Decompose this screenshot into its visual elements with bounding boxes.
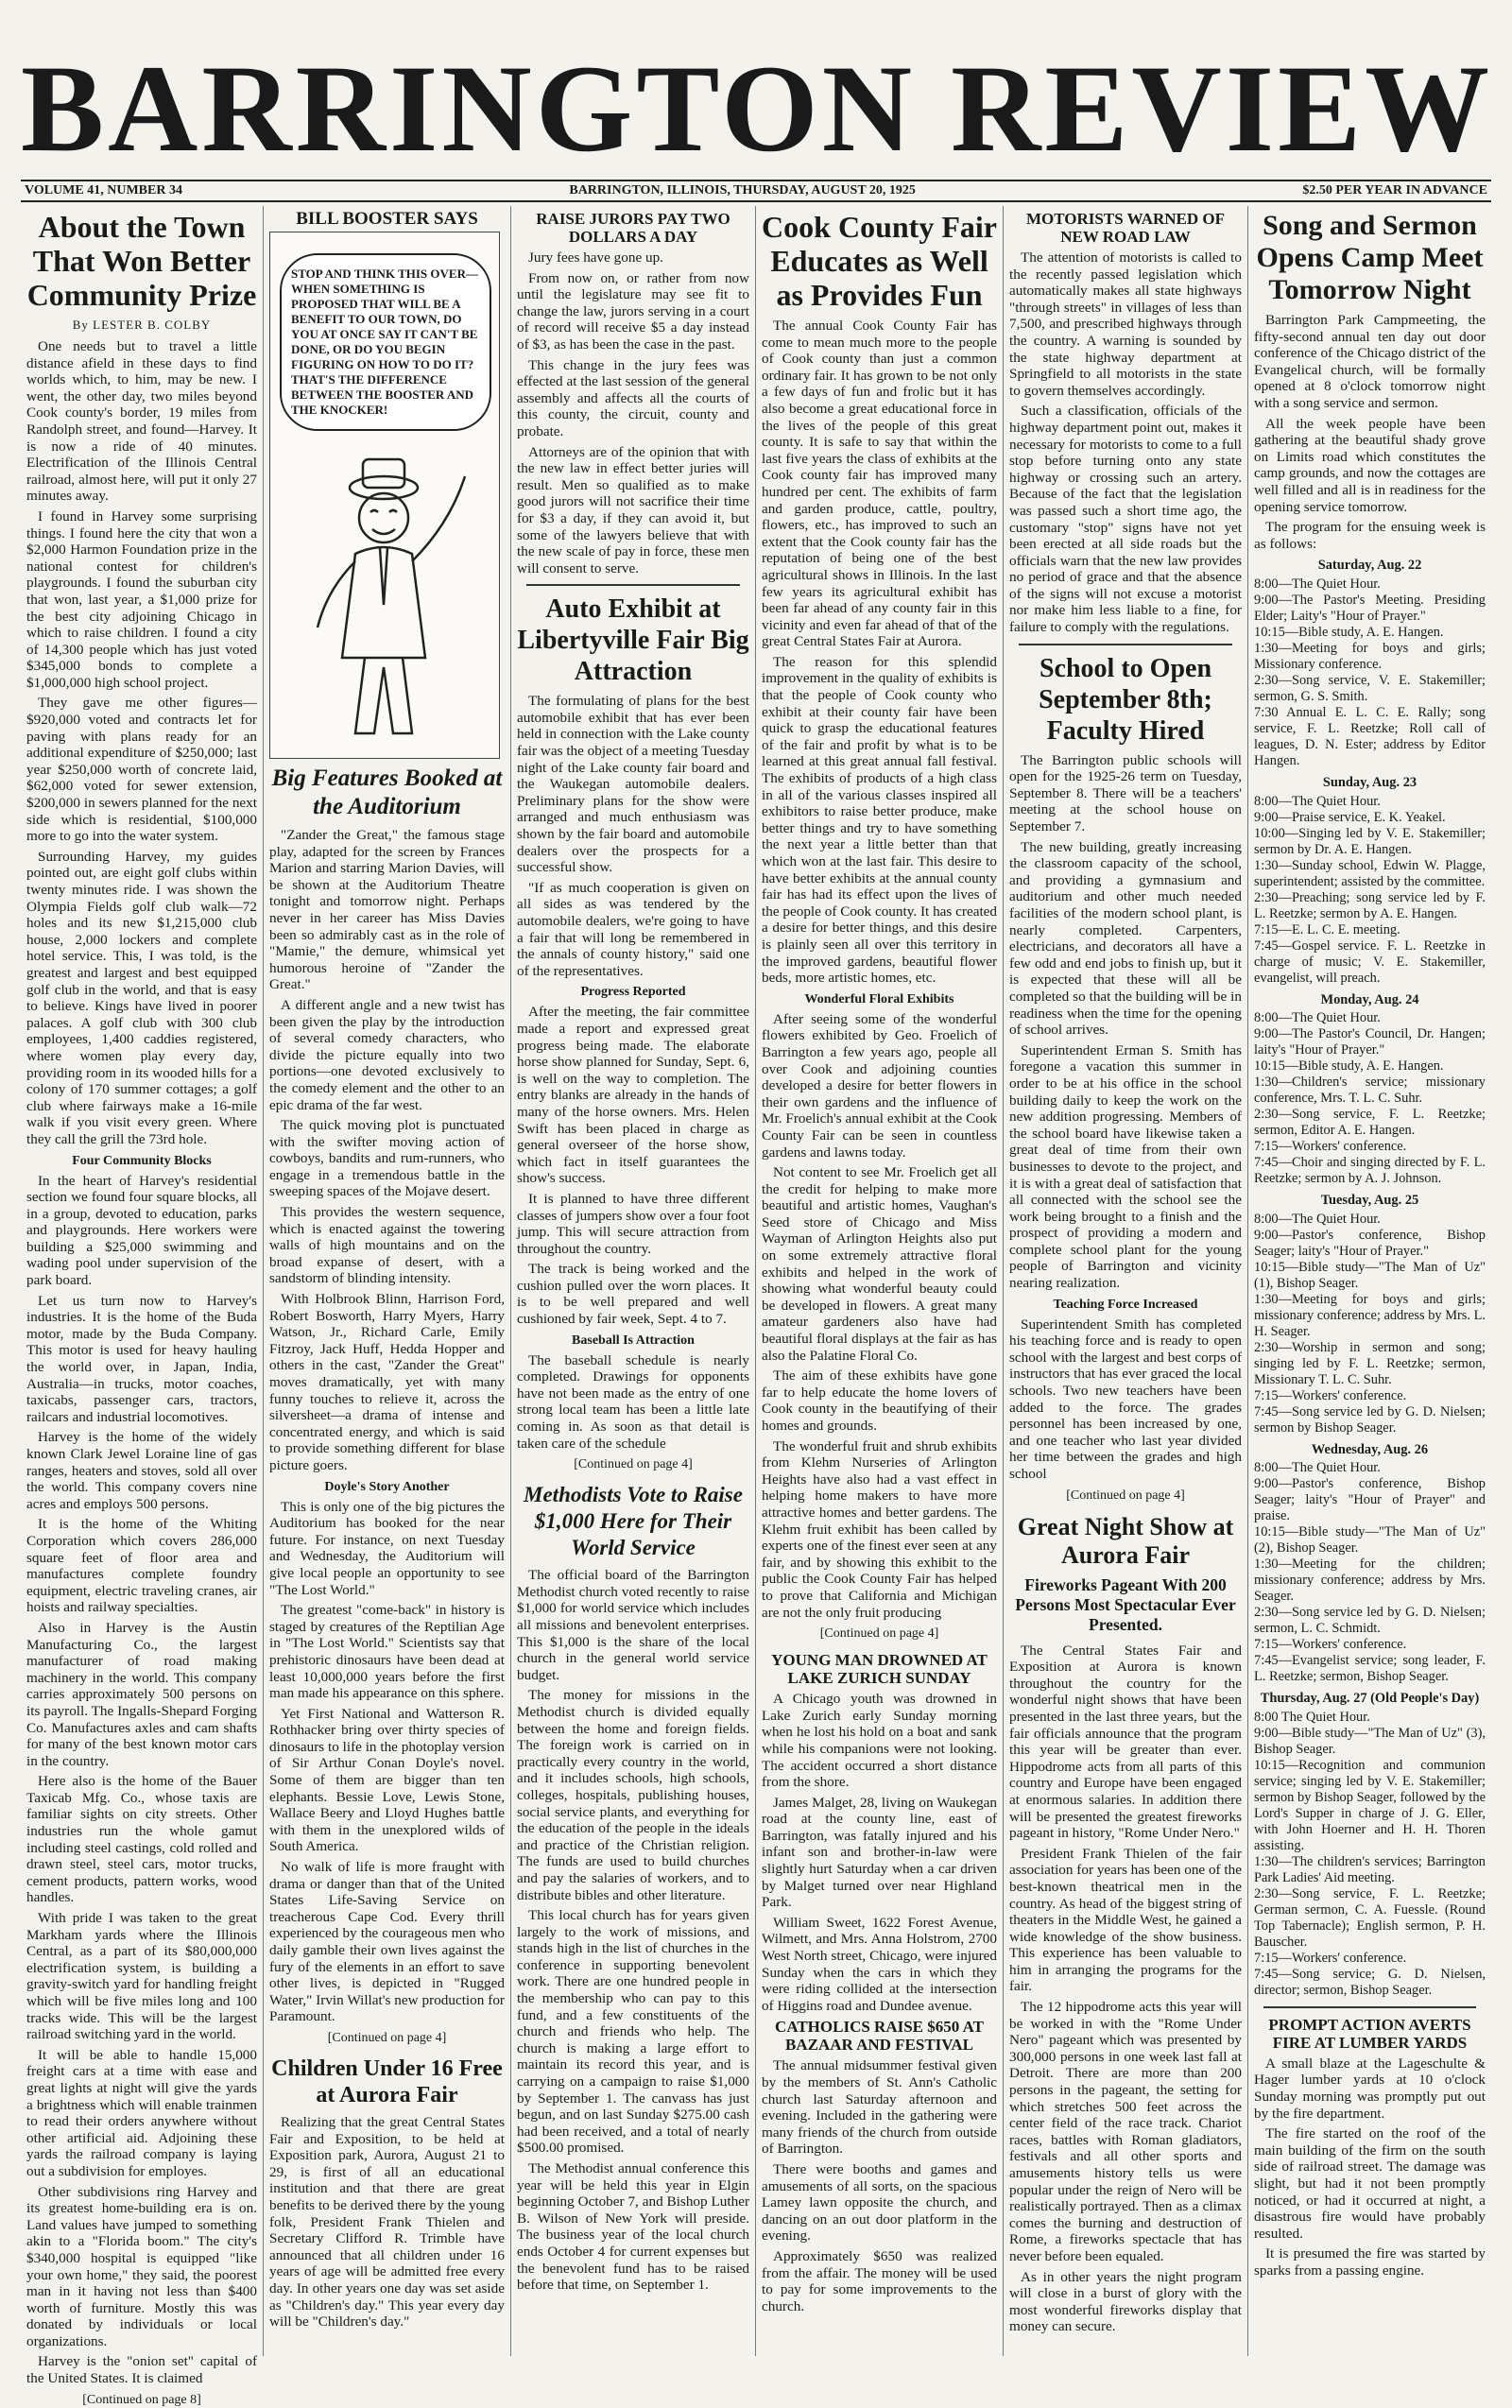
column-5 bbox=[1003, 206, 1247, 2356]
cartoon-title: BILL BOOSTER SAYS bbox=[296, 209, 478, 229]
article-paragraph: In the heart of Harvey's residential section we found four square blocks, all in a group, devoted to education, parks and playgrounds. Here workers were building a $25,000 swimming and wading pool under supervision of the park board. bbox=[26, 1172, 257, 1289]
continued-notice: [Continued on page 4] bbox=[1066, 1488, 1185, 1503]
headline-catholics: CATHOLICS RAISE $650 AT BAZAAR AND FESTIVAL bbox=[775, 2018, 984, 2055]
article-paragraph: Other subdivisions ring Harvey and its greatest home-building era is on. Land values have jumped to something akin to a "Florida boom." The city's $340,000 hospital is equipped "like your own home," they said, the poorest man in it having not less than $400 worth of furniture. Mostly this was donated by individuals or local organizations. bbox=[26, 2183, 257, 2349]
article-paragraph: No walk of life is more fraught with drama or danger than that of the United States Life-Saving Service on treacherous Cape Cod. Every thrill experienced by the courageous men who daily gamble their own lives against the fury of the elements in an effort to save other lives, is depicted in "Rugged Water," Irvin Willat's new production for Paramount. bbox=[269, 1859, 505, 2025]
column-2 bbox=[263, 206, 510, 2356]
schedule-item: 9:00—The Pastor's Council, Dr. Hangen; laity's "Hour of Prayer." bbox=[1254, 1026, 1486, 1058]
schedule-item: 10:15—Bible study—"The Man of Uz" (2), Bishop Seager. bbox=[1254, 1524, 1486, 1557]
article-paragraph: There were booths and games and amusements of all sorts, on the spacious Lamey lawn opposite the church, and dancing on an out door platform in the evening. bbox=[762, 2160, 997, 2245]
article-paragraph: The fire started on the roof of the main building of the firm on the south side of railroad street. The damage was slight, but had it not been promptly noticed, or had it occurred at night, a disastrous fire would have probably resulted. bbox=[1254, 2125, 1486, 2242]
subscription-price: $2.50 PER YEAR IN ADVANCE bbox=[1302, 183, 1487, 198]
schedule-item: 7:15—Workers' conference. bbox=[1254, 1387, 1407, 1403]
schedule-item: 7:15—Workers' conference. bbox=[1254, 1950, 1407, 1966]
schedule-item: 9:00—Bible study—"The Man of Uz" (3), Bishop Seager. bbox=[1254, 1725, 1486, 1757]
article-paragraph: Harvey is the "onion set" capital of the United States. It is claimed bbox=[26, 2353, 257, 2387]
article-paragraph: Yet First National and Watterson R. Rothhacker bring over thirty species of dinosaurs to life in the photoplay version of Sir Arthur Conan Doyle's novel. Some of them are bigger than ten elephants. Bessie Love, Lewis Stone, Wallace Beery and Lloyd Hughes battle with them in the unexplored wilds of South America. bbox=[269, 1705, 505, 1855]
schedule-item: 9:00—The Pastor's Meeting. Presiding Elder; Laity's "Hour of Prayer." bbox=[1254, 592, 1486, 624]
schedule-item: 9:00—Praise service, E. K. Yeakel. bbox=[1254, 809, 1446, 825]
schedule-item: 10:00—Singing led by V. E. Stakemiller; sermon by Dr. A. E. Hangen. bbox=[1254, 825, 1486, 857]
schedule-item: 1:30—The children's services; Barrington Park Ladies' Aid meeting. bbox=[1254, 1853, 1486, 1885]
headline-children-free: Children Under 16 Free at Aurora Fair bbox=[271, 2055, 503, 2107]
column-4 bbox=[755, 206, 1003, 2356]
schedule-day: Sunday, Aug. 23 bbox=[1322, 774, 1418, 790]
schedule-item: 7:30 Annual E. L. C. E. Rally; song service, F. L. Reetzke; Roll call of leagues, D. N. Ester; address by Editor Hangen. bbox=[1254, 704, 1486, 768]
schedule-item: 8:00—The Quiet Hour. bbox=[1254, 1211, 1381, 1227]
subheading: Teaching Force Increased bbox=[1053, 1297, 1198, 1312]
article-paragraph: It will be able to handle 15,000 freight cars at a time with ease and great lights at night will give the yards a brightness which will enable trainmen to read their orders anywhere without other artificial aid. Adjoining these yards the railroad company is laying out a subdivision for employes. bbox=[26, 2046, 257, 2179]
article-paragraph: The new building, greatly increasing the classroom capacity of the school, and providing a gymnasium and auditorium and other much needed facilities of the modern school plant, is nearly completed. Carpenters, electricians, and decorators all have a few odd and end jobs to finish up, but it is expected that these will all be completed so that the building will be in readiness when the time for the opening of school arrives. bbox=[1009, 838, 1242, 1039]
schedule-item: 8:00 The Quiet Hour. bbox=[1254, 1709, 1370, 1725]
schedule-item: 7:45—Gospel service. F. L. Reetzke in charge of music; V. E. Stakemiller, evangelist, will preach. bbox=[1254, 937, 1486, 986]
schedule-item: 7:15—E. L. C. E. meeting. bbox=[1254, 921, 1400, 937]
article-paragraph: Surrounding Harvey, my guides pointed out, are eight golf clubs within twenty minutes ride. I was shown the Olympia Fields golf club walk—72 holes and its new $1,215,000 club house, 2,000 lockers and complete hotel service. This, I was told, is the greatest and largest and best equipped golf club in the world, and that is easy to believe. Kings have lived in poorer palaces. A golf club with 300 club employees, 1,400 caddies registered, where women play every day, providing room in its wooded hills for a colony of 170 summer cottages; a golf club where fairways make a 16-mile walk if you visit every green. Where they call the grill the 73rd hole. bbox=[26, 848, 257, 1147]
column-1 bbox=[21, 206, 263, 2407]
headline-methodists: Methodists Vote to Raise $1,000 Here for Their World Service bbox=[524, 1483, 743, 1560]
article-paragraph: A small blaze at the Lageschulte & Hager lumber yards at 10 o'clock Sunday morning was promptly put out by the fire department. bbox=[1254, 2055, 1486, 2122]
article-paragraph: Jury fees have gone up. bbox=[528, 249, 663, 266]
headline-camp-meet: Song and Sermon Opens Camp Meet Tomorrow Night bbox=[1256, 210, 1484, 305]
article-paragraph: After the meeting, the fair committee made a report and expressed great progress being made. The elaborate horse show planned for Sunday, Sept. 6, is well on the way to completion. The entry blanks are already in the hands of many of the horse owners. Mrs. Helen Swift has been placed in charge as general overseer of the horse show, which fact in itself guarantees the show's success. bbox=[517, 1004, 749, 1187]
article-paragraph: One needs but to travel a little distance afield in these days to find worlds which, to him, may be new. I went, the other day, two miles beyond Cook county's border, 19 miles from Randolph street, and found—Harvey. It is now a ride of 40 minutes. Electrification of the Illinois Central railroad, almost here, will put it only 27 minutes away. bbox=[26, 338, 257, 505]
article-paragraph: Superintendent Smith has completed his teaching force and is ready to open school with the largest and best corps of instructors that has ever graced the local schools. Two new teachers have been added to the force. The grades personnel has been increased by one, and one teacher who last year divided her time between the grades and high school bbox=[1009, 1316, 1242, 1482]
article-paragraph: The annual midsummer festival given by the members of St. Ann's Catholic church last Saturday afternoon and evening. Included in the gathering were many friends of the church from outside of Barrington. bbox=[762, 2057, 997, 2158]
article-paragraph: The formulating of plans for the best automobile exhibit that has ever been held in connection with the Lake county fair was the object of a meeting Tuesday night of the Lake county fair board and the Waukegan automobile dealers. Preliminary plans for the show were arranged and much enthusiasm was shown by the fair board and automobile dealers over the prospects for a successful show. bbox=[517, 693, 749, 876]
schedule-item: 2:30—Song service led by G. D. Nielsen; sermon, L. C. Schmidt. bbox=[1254, 1605, 1486, 1637]
article-paragraph: Superintendent Erman S. Smith has foregone a vacation this summer in order to be at his office in the school building daily to keep the work on the new addition progressing. Members of the school board have likewise taken a great deal of time from their own businesses to devote to the project, and it is with a great deal of satisfaction that all connected with the school see the work being brought to a finish and the prospect of providing a modern and complete school plant for the young people of Barrington and vicinity nearing realization. bbox=[1009, 1041, 1242, 1292]
dateline-bar bbox=[21, 180, 1491, 202]
headline-harvey: About the Town That Won Better Community Prize bbox=[26, 210, 257, 312]
subheading: Doyle's Story Another bbox=[324, 1479, 450, 1494]
schedule-item: 1:30—Meeting for boys and girls; missionary conference; address by Mrs. L. H. Seager. bbox=[1254, 1291, 1486, 1339]
article-paragraph: I found in Harvey some surprising things. I found here the city that won a $2,000 Harmon Foundation prize in the national contest for children's playgrounds. I found the suburban city that won, last year, a $1,000 prize for the best city adjoining Chicago in which to raise children. I found a city of 14,300 people which has just voted $345,000 bonds to complete a $1,000,000 high school project. bbox=[26, 507, 257, 691]
schedule-item: 2:30—Song service, V. E. Stakemiller; sermon, G. S. Smith. bbox=[1254, 672, 1486, 704]
continued-notice: [Continued on page 8] bbox=[82, 2392, 201, 2407]
article-paragraph: With Holbrook Blinn, Harrison Ford, Robert Bosworth, Harry Myers, Harry Watson, Jr., Richard Carle, Emily Fitzroy, Jack Huff, Hedda Hopper and others in the cast, "Zander the Great" moves dramatically, yet with many funny touches to relieve it, across the silversheet—a drama of intense and concentrated energy, and which is said to provide something different for blase picture goers. bbox=[269, 1291, 505, 1473]
schedule-item: 2:30—Song service, F. L. Reetzke; German sermon, C. A. Fuessle. (Round Top Tabernacle); English sermon, P. H. Bauscher. bbox=[1254, 1885, 1486, 1950]
article-paragraph: Also in Harvey is the Austin Manufacturing Co., the largest manufacturer of road making machinery in the world. This company carries approximately 500 persons on its payroll. The Ingalls-Shepard Forging Co. Manufactures axles and cam shafts for many of the best known motor cars in the country. bbox=[26, 1619, 257, 1769]
schedule-item: 2:30—Song service, F. L. Reetzke; sermon, Editor A. E. Hangen. bbox=[1254, 1107, 1486, 1139]
article-paragraph: Not content to see Mr. Froelich get all the credit for helping to make more beautiful and artistic homes, Vaughan's Seed store of Chicago and Miss Wayman of Arlington Heights also put on some extremely attractive floral exhibits and helped in the work of showing what wonderful beauty could be developed in flowers. A great many amateur gardeners also have had beautiful floral displays at the fair as has also the Palatine Floral Co. bbox=[762, 1164, 997, 1364]
article-paragraph: All the week people have been gathering at the beautiful shady grove on Limits road which constitutes the camp grounds, and now the cottages are well filled and all is in readiness for the opening service tomorrow. bbox=[1254, 415, 1486, 515]
schedule-item: 2:30—Worship in sermon and song; singing led by F. L. Reetzke; sermon, Missionary T. L. C. Suhr. bbox=[1254, 1339, 1486, 1387]
article-paragraph: With pride I was taken to the great Markham yards where the Illinois Central, as a part of its $80,000,000 electrification system, is building a gravity-switch yard for handling freight which will be five miles long and 100 tracks wide. This will be the largest railroad switching yard in the world. bbox=[26, 1910, 257, 2043]
article-paragraph: Harvey is the home of the widely known Clark Jewel Loraine line of gas ranges, heaters and stoves, sold all over the world. This company covers nine acres and employs 500 persons. bbox=[26, 1429, 257, 1512]
dateline: BARRINGTON, ILLINOIS, THURSDAY, AUGUST 20, 1925 bbox=[569, 183, 916, 198]
cartoon-speech-bubble: STOP AND THINK THIS OVER—WHEN SOMETHING IS PROPOSED THAT WILL BE A BENEFIT TO OUR TOWN, DO YOU AT ONCE SAY IT CAN'T BE DONE, OR DO YOU BEGIN FIGURING ON HOW TO DO IT? THAT'S THE DIFFERENCE BETWEEN THE BOOSTER AND THE KNOCKER! bbox=[280, 253, 491, 431]
schedule-item: 10:15—Bible study, A. E. Hangen. bbox=[1254, 1058, 1444, 1075]
booster-figure-icon bbox=[289, 450, 478, 752]
article-paragraph: It is the home of the Whiting Corporation which covers 286,000 square feet of floor area and manufactures complete foundry equipment, electric traveling cranes, air hoists and railway specialties. bbox=[26, 1516, 257, 1616]
subheading: Four Community Blocks bbox=[72, 1153, 212, 1168]
schedule-day: Thursday, Aug. 27 (Old People's Day) bbox=[1260, 1691, 1480, 1707]
article-paragraph: Let us turn now to Harvey's industries. It is the home of the Buda motor, made by the Buda Company. This motor is used for heavy hauling the world over, in Japan, India, Australia—in trucks, motor coaches, taxicabs, passenger cars, tractors, railcars and industrial locomotives. bbox=[26, 1292, 257, 1425]
article-paragraph: The baseball schedule is nearly completed. Drawings for opponents have not been made as the entry of one strong local team has been a little late coming in. As soon as that detail is taken care of the schedule bbox=[517, 1351, 749, 1452]
schedule-day: Monday, Aug. 24 bbox=[1320, 991, 1419, 1007]
article-paragraph: This change in the jury fees was effected at the last session of the general assembly and affects all the courts of this county, the circuit, county and probate. bbox=[517, 356, 749, 439]
column-3 bbox=[510, 206, 755, 2356]
divider bbox=[1263, 2006, 1476, 2008]
article-paragraph: The track is being worked and the cushion pulled over the worn places. It is to be well prepared and well cushioned by fair week, Sept. 4 to 7. bbox=[517, 1261, 749, 1328]
subheading: Baseball Is Attraction bbox=[572, 1333, 695, 1348]
headline-drowned: YOUNG MAN DROWNED AT LAKE ZURICH SUNDAY bbox=[771, 1651, 988, 1688]
article-paragraph: William Sweet, 1622 Forest Avenue, Wilmett, and Mrs. Anna Holstrom, 2700 West North street, Chicago, were injured Sunday when the cars in which they were riding collided at the intersection of Higgins road and Dundee avenue. bbox=[762, 1914, 997, 2014]
schedule-item: 8:00—The Quiet Hour. bbox=[1254, 1010, 1381, 1026]
article-paragraph: They gave me other figures—$920,000 voted and contracts let for paving with plans ready for an additional expenditure of $250,000; last year $250,000 worth of concrete laid, $62,000 voted for sewer extension, $200,000 in sewers planned for the next side which is residential, $100,000 more to go into the water system. bbox=[26, 695, 257, 845]
schedule-item: 7:45—Song service led by G. D. Nielsen; sermon by Bishop Seager. bbox=[1254, 1403, 1486, 1436]
article-paragraph: The Methodist annual conference this year will be held this year in Elgin beginning October 7, and Bishop Luther B. Wilson of New York will preside. The business year of the local church ends October 4 for current expenses but the benevolent fund has to be raised before that time, on September 1. bbox=[517, 2160, 749, 2294]
schedule-item: 7:45—Choir and singing directed by F. L. Reetzke; sermon by A. J. Johnson. bbox=[1254, 1155, 1486, 1187]
continued-notice: [Continued on page 4] bbox=[327, 2030, 447, 2045]
article-paragraph: The Central States Fair and Exposition at Aurora is known throughout the country for the wonderful night shows that have been presented in the last three years, but the fair officials announce that the program this year will be greater than ever. Hippodrome acts from all parts of this country and Europe have been engaged at enormous salaries. In addition there will be presented the greatest fireworks pageant in history, "Rome Under Nero." bbox=[1009, 1642, 1242, 1842]
schedule-day: Saturday, Aug. 22 bbox=[1317, 558, 1422, 574]
headline-auditorium: Big Features Booked at the Auditorium bbox=[271, 765, 503, 819]
schedule-item: 7:15—Workers' conference. bbox=[1254, 1637, 1407, 1653]
newspaper-page bbox=[21, 0, 1494, 2407]
article-paragraph: This provides the western sequence, which is enacted against the towering walls of high mountains and on the broad expanse of desert, with a sandstorm of blinding intensity. bbox=[269, 1204, 505, 1287]
column-6 bbox=[1247, 206, 1491, 2356]
schedule-day: Tuesday, Aug. 25 bbox=[1320, 1193, 1419, 1209]
headline-school-open: School to Open September 8th; Faculty Hired bbox=[1039, 653, 1212, 746]
article-paragraph: This local church has for years given largely to the work of missions, and stands high in the list of churches in the conference in supporting benevolent work. There are one hundred people in the membership who can pay to this fund, and a few constituents of the church and friends who help. The church is making a large effort to maintain its record this year, and is carrying on a campaign to raise $1,000 by September 1. The canvass has just begun, and on last Sunday $275.00 cash had been received, and a total of nearly $500.00 promised. bbox=[517, 1907, 749, 2157]
article-paragraph: Realizing that the great Central States Fair and Exposition, to be held at Exposition park, Aurora, August 21 to 29, is first of all an educational institution and that there are great benefits to be derived there by the young folk, President Frank Thielen and Secretary Clifford R. Trimble have announced that all children under 16 years of age will be admitted free every day. In other years one day was set aside as "Children's day." This year every day will be "Children's day." bbox=[269, 2113, 505, 2331]
columns bbox=[21, 206, 1491, 2407]
headline-jurors-pay: RAISE JURORS PAY TWO DOLLARS A DAY bbox=[536, 210, 730, 246]
article-paragraph: As in other years the night program will close in a burst of glory with the most wonderful fireworks display that money can secure. bbox=[1009, 2268, 1242, 2335]
schedule-item: 1:30—Meeting for boys and girls; Missionary conference. bbox=[1254, 640, 1486, 672]
article-paragraph: The annual Cook County Fair has come to mean much more to the people of Cook county than just a common ordinary fair. It has grown to be not only a few days of fun and frolic but it has also become a great educational force in the lives of the people of this great county. It is safe to say that within the last five years the class of exhibits at the Cook county fair has improved many hundred per cent. The exhibits of farm and garden produce, cattle, poultry, flowers, etc., has improved to such an extent that the Cook county fair has the reputation of being one of the best agricultural shows in Illinois. In the last few years its agricultural exhibit has been far ahead of any county fair in this vicinity and even far ahead of that of the great Central States Fair at Aurora. bbox=[762, 318, 997, 650]
schedule-item: 9:00—Pastor's conference, Bishop Seager; laity's "Hour of Prayer." bbox=[1254, 1227, 1486, 1259]
article-paragraph: It is presumed the fire was started by sparks from a passing engine. bbox=[1254, 2245, 1486, 2279]
article-paragraph: A different angle and a new twist has been given the play by the introduction of several comedy characters, who divide the picture equally into two portions—one devoted exclusively to the comedy element and the other to an epic drama of the far west. bbox=[269, 996, 505, 1113]
divider bbox=[1019, 644, 1232, 645]
schedule-item: 1:30—Meeting for the children; missionary conference; address by Mrs. Seager. bbox=[1254, 1557, 1486, 1605]
headline-auto-exhibit: Auto Exhibit at Libertyville Fair Big Attraction bbox=[517, 594, 749, 687]
article-paragraph: James Malget, 28, living on Waukegan road at the county line, east of Barrington, was fatally injured and his infant son and brother-in-law were slightly hurt Saturday when a car driven by Malget turned over near Highland Park. bbox=[762, 1794, 997, 1911]
article-paragraph: "Zander the Great," the famous stage play, adapted for the screen by Frances Marion and starring Marion Davies, will be shown at the Auditorium Theatre tonight and tomorrow night. Perhaps never in her career has Miss Davies been so admirably cast as in the role of "Mamie," the demure, whimsical yet humorous heroine of "Zander the Great." bbox=[269, 827, 505, 993]
schedule-item: 9:00—Pastor's conference, Bishop Seager; laity's "Hour of Prayer" and praise. bbox=[1254, 1476, 1486, 1524]
headline-road-law: MOTORISTS WARNED OF NEW ROAD LAW bbox=[1025, 210, 1226, 246]
schedule-day: Wednesday, Aug. 26 bbox=[1311, 1441, 1429, 1457]
article-paragraph: The greatest "come-back" in history is staged by creatures of the Reptilian Age in "The Lost World." Scientists say that prehistoric dinosaurs have been dead at least 10,000,000 years before the first man made his appearance on this sphere. bbox=[269, 1602, 505, 1702]
article-paragraph: The program for the ensuing week is as follows: bbox=[1254, 519, 1486, 552]
continued-notice: [Continued on page 4] bbox=[574, 1457, 693, 1472]
masthead-title: BARRINGTON REVIEW bbox=[21, 39, 1494, 178]
continued-notice: [Continued on page 4] bbox=[819, 1626, 939, 1642]
article-paragraph: The aim of these exhibits have gone far to help educate the home lovers of Cook county in the beautifying of their homes and grounds. bbox=[762, 1367, 997, 1434]
schedule-item: 8:00—The Quiet Hour. bbox=[1254, 793, 1381, 809]
article-paragraph: The attention of motorists is called to the recently passed legislation which automatically makes all state highways "through streets" in villages of less than 7,500, and prescribed highways through the country. A warning is sounded by the state highway department at Springfield to all motorists in the state to govern themselves accordingly. bbox=[1009, 249, 1242, 399]
article-paragraph: "If as much cooperation is given on all sides as was tendered by the automobile dealers, we're going to have a fair that will long be remembered in the annals of county history," said one of the representatives. bbox=[517, 879, 749, 979]
schedule-item: 8:00—The Quiet Hour. bbox=[1254, 1460, 1381, 1476]
schedule-item: 7:45—Evangelist service; song leader, F. L. Reetzke; sermon, Bishop Seager. bbox=[1254, 1653, 1486, 1685]
article-paragraph: Such a classification, officials of the highway department point out, makes it necessary for motorists to come to a full stop before turning onto any state highway or crossing such an artery. Because of the fact that the legislation was passed such a short time ago, the customary "stop" signs have not yet been erected at all side roads but the officials warn that the new law provides no period of grace and that the absence of the signs will not excuse a motorist nor make him less liable to a fine, for failure to comply with the regulations. bbox=[1009, 403, 1242, 636]
article-paragraph: It is planned to have three different classes of jumpers show over a four foot jump. This will secure attraction from throughout the country. bbox=[517, 1190, 749, 1257]
schedule-item: 10:15—Bible study—"The Man of Uz" (1), Bishop Seager. bbox=[1254, 1259, 1486, 1291]
bill-booster-cartoon bbox=[269, 232, 500, 759]
article-paragraph: A Chicago youth was drowned in Lake Zurich early Sunday morning when he lost his hold on a boat and sank while his companions were not looking. The accident occurred a short distance from the shore. bbox=[762, 1691, 997, 1791]
schedule-item: 10:15—Recognition and communion service; singing led by V. E. Stakemiller; sermon by Bishop Seager, followed by the Lord's Supper in charge of J. G. Eller, with John Hoerner and H. H. Thoren assisting. bbox=[1254, 1757, 1486, 1853]
schedule-item: 7:45—Song service; G. D. Nielsen, director; sermon, Bishop Seager. bbox=[1254, 1966, 1486, 1998]
headline-cook-county-fair: Cook County Fair Educates as Well as Provides Fun bbox=[762, 210, 997, 312]
article-paragraph: The 12 hippodrome acts this year will be worked in with the "Rome Under Nero" pageant which was presented by 300,000 persons in one week last fall at Detroit. There are more than 200 persons in the pageant, the setting for which stretches 500 feet across the center field of the race track. Chariot races, battles with Roman gladiators, festivals and all other sports and amusements history tells us were popular under the reign of Nero will be realistically portrayed. Then as a climax comes the burning and destruction of Rome, a fireworks spectacle that has never before been equaled. bbox=[1009, 1999, 1242, 2264]
schedule-item: 10:15—Bible study, A. E. Hangen. bbox=[1254, 624, 1444, 640]
schedule-item: 1:30—Children's service; missionary conference, Mrs. T. L. C. Suhr. bbox=[1254, 1075, 1486, 1107]
article-paragraph: This is only one of the big pictures the Auditorium has booked for the near future. For instance, on next Tuesday and Wednesday, the Auditorium will give local people an opportunity to see "The Lost World." bbox=[269, 1498, 505, 1598]
article-paragraph: From now on, or rather from now until the legislature may see fit to change the law, jurors serving in a court of record will receive $5 a day instead of $3, as has been the case in the past. bbox=[517, 269, 749, 353]
volume-number: VOLUME 41, NUMBER 34 bbox=[25, 183, 182, 198]
subheading: Wonderful Floral Exhibits bbox=[804, 991, 954, 1006]
byline: By LESTER B. COLBY bbox=[72, 318, 212, 332]
divider bbox=[526, 584, 740, 586]
schedule-item: 8:00—The Quiet Hour. bbox=[1254, 576, 1381, 592]
camp-schedule bbox=[1254, 558, 1486, 1999]
headline-lumber-fire: PROMPT ACTION AVERTS FIRE AT LUMBER YARDS bbox=[1268, 2015, 1471, 2052]
article-paragraph: President Frank Thielen of the fair association for years has been one of the best-known theatrical men in the country. As head of the biggest string of theaters in the Middle West, he gained a wide knowledge of the show business. This experience has been valuable to him in arranging the programs for the fair. bbox=[1009, 1845, 1242, 1995]
article-paragraph: The official board of the Barrington Methodist church voted recently to raise $1,000 for world service which includes all missions and benevolent enterprises. This $1,000 is the share of the local church in the general world service budget. bbox=[517, 1567, 749, 1683]
subheading: Progress Reported bbox=[580, 985, 686, 1000]
article-paragraph: The quick moving plot is punctuated with the swifter moving action of cowboys, bandits and rum-runners, who engage in a tremendous battle in the sweeping spaces of the Mojave desert. bbox=[269, 1117, 505, 1200]
headline-night-show: Great Night Show at Aurora Fair bbox=[1017, 1512, 1234, 1569]
article-paragraph: The reason for this splendid improvement in the quality of exhibits is that the people of Cook county who exhibit at their county fair have been quick to grasp the educational features of the fair and profit by what is to be learned at this great annual fall festival. The exhibits of products of a high class in all of the various classes inspired all exhibitors to raise better produce, make better things and try to have something the next year a little better than that which won at the last fair. This desire to have better exhibits at the annual county fair has had its effect upon the lives of the people of Cook county. It has created a desire for better things, and this desire is plainly seen all over this territory in the improved gardens, beautiful flower beds, more artistic homes, etc. bbox=[762, 653, 997, 987]
article-paragraph: The Barrington public schools will open for the 1925-26 term on Tuesday, September 8. There will be a teachers' meeting at the school house on September 7. bbox=[1009, 751, 1242, 835]
article-paragraph: The wonderful fruit and shrub exhibits from Klehm Nurseries of Arlington Heights have also had a vast effect in helping home makers to have more attractive homes and better gardens. The Klehm fruit exhibit has been called by experts one of the finest ever seen at any fair, and by showing this exhibit to the public the Cook County Fair has helped to prove that California and Michigan are not the only fruit producing bbox=[762, 1437, 997, 1621]
article-paragraph: Approximately $650 was realized from the affair. The money will be used to pay for some improvements to the church. bbox=[762, 2247, 997, 2314]
schedule-item: 2:30—Preaching; song service led by F. L. Reetzke; sermon by A. E. Hangen. bbox=[1254, 889, 1486, 921]
article-paragraph: Here also is the home of the Bauer Taxicab Mfg. Co., whose taxis are familiar sights on city streets. Other industries run the whole gamut including steel castings, cold rolled and drawn steel, steel cars, motor trucks, cement products, pattern works, wood handles. bbox=[26, 1773, 257, 1906]
article-paragraph: After seeing some of the wonderful flowers exhibited by Geo. Froelich of Barrington a few years ago, people all over Cook and adjoining counties developed a desire for better flowers in their own gardens and the influence of Mr. Froelich's annual exhibit at the Cook County Fair can be seen in countless gardens and lawns today. bbox=[762, 1010, 997, 1161]
article-paragraph: Attorneys are of the opinion that with the new law in effect better juries will result. Men so qualified as to make good jurors will not sacrifice their time for $3 a day, if they can avoid it, but some of the lawyers believe that with the new scale of pay in force, these men will consent to serve. bbox=[517, 443, 749, 576]
schedule-item: 7:15—Workers' conference. bbox=[1254, 1139, 1407, 1155]
article-paragraph: Barrington Park Campmeeting, the fifty-second annual ten day out door conference of the Chicago district of the Evangelical church, will be formally opened at 8 o'clock tomorrow night with a song service and sermon. bbox=[1254, 312, 1486, 411]
deck-fireworks: Fireworks Pageant With 200 Persons Most Spectacular Ever Presented. bbox=[1015, 1574, 1236, 1634]
article-paragraph: The money for missions in the Methodist church is divided equally between the home and foreign fields. The foreign work is carried on in practically every country in the world, and it includes schools, high schools, colleges, hospitals, publishing houses, social service plants, and everything for the education of the people in the ideals and practice of the Christian religion. The funds are used to build churches and pay the salaries of workers, and to distribute bibles and other literature. bbox=[517, 1687, 749, 1903]
schedule-item: 1:30—Sunday school, Edwin W. Plagge, superintendent; assisted by the committee. bbox=[1254, 857, 1486, 889]
